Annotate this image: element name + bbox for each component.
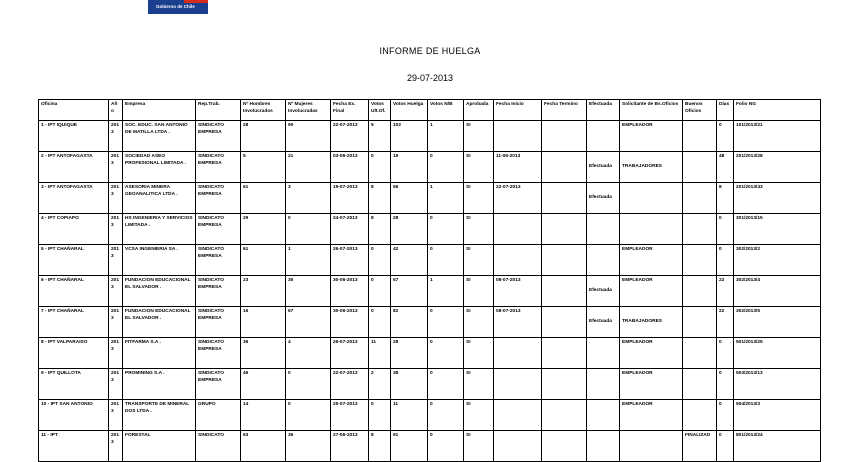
requester-cell <box>620 183 683 214</box>
exam-date-cell: 30-06-2013 <box>331 307 369 338</box>
men-cell: 28 <box>241 121 286 152</box>
gobierno-logo <box>148 0 208 14</box>
men-cell: 29 <box>241 214 286 245</box>
column-header: Nº Hombres Involucrados <box>241 100 286 121</box>
men-cell: 61 <box>241 245 286 276</box>
company-cell: SOC. EDUC. SAN ANTONIO DE MATILLA LTDA . <box>123 121 196 152</box>
approved-cell: SI <box>464 121 494 152</box>
end-date-cell <box>542 214 587 245</box>
company-cell: FUNDACION EDUCACIONAL EL SALVADOR . <box>123 276 196 307</box>
effected-cell: Efectuada <box>587 152 620 183</box>
end-date-cell <box>542 121 587 152</box>
folio-cell: 101/2013/21 <box>734 121 821 152</box>
effected-cell: Efectuada <box>587 276 620 307</box>
rep-cell: SINDICATO EMPRESA <box>196 338 241 369</box>
null-votes-cell: 0 <box>428 152 464 183</box>
days-cell: 8 <box>717 183 734 214</box>
start-date-cell <box>494 245 542 276</box>
office-cell: 1 - IPT IQUIQUE <box>39 121 109 152</box>
effected-cell <box>587 338 620 369</box>
men-cell: 63 <box>241 431 286 462</box>
report-date: 29-07-2013 <box>406 73 454 83</box>
table-row <box>39 338 821 369</box>
women-cell: 4 <box>286 338 331 369</box>
folio-cell: 801/2013/24 <box>734 431 821 462</box>
rep-cell: GRUPO <box>196 400 241 431</box>
table-row <box>39 245 821 276</box>
column-header: Votos Huelga <box>391 100 428 121</box>
year-cell: 2013 <box>109 307 123 338</box>
rep-cell: SINDICATO EMPRESA <box>196 369 241 400</box>
column-header: Fecha Inicio <box>494 100 542 121</box>
good-offices-cell <box>683 152 717 183</box>
days-cell: 0 <box>717 214 734 245</box>
good-offices-cell <box>683 338 717 369</box>
women-cell: 0 <box>286 369 331 400</box>
report-title: INFORME DE HUELGA <box>379 46 481 56</box>
start-date-cell <box>494 214 542 245</box>
men-cell: 36 <box>241 338 286 369</box>
strike-votes-cell: 19 <box>391 152 428 183</box>
start-date-cell: 11-06-2013 <box>494 152 542 183</box>
office-cell: 7 - IPT CHAÑARAL <box>39 307 109 338</box>
women-cell: 36 <box>286 431 331 462</box>
column-header: Año <box>109 100 123 121</box>
strike-votes-cell: 42 <box>391 245 428 276</box>
null-votes-cell: 0 <box>428 400 464 431</box>
null-votes-cell: 0 <box>428 214 464 245</box>
table-row <box>39 121 821 152</box>
good-offices-cell <box>683 121 717 152</box>
women-cell: 3 <box>286 183 331 214</box>
approved-cell: SI <box>464 338 494 369</box>
year-cell: 2013 <box>109 152 123 183</box>
null-votes-cell: 1 <box>428 183 464 214</box>
company-cell: TRANSPORTE DE MINERAL DOS LTDA . <box>123 400 196 431</box>
women-cell: 0 <box>286 400 331 431</box>
exam-date-cell: 03-06-2013 <box>331 152 369 183</box>
column-header: Efectuada <box>587 100 620 121</box>
rep-cell: SINDICATO EMPRESA <box>196 307 241 338</box>
exam-date-cell: 27-06-2013 <box>331 431 369 462</box>
company-cell: FITFARMA S.A . <box>123 338 196 369</box>
effected-cell <box>587 431 620 462</box>
strike-votes-cell: 11 <box>391 400 428 431</box>
requester-cell: EMPLEADOR <box>620 338 683 369</box>
table-row <box>39 400 821 431</box>
column-header: Buenos Oficios <box>683 100 717 121</box>
requester-cell <box>620 431 683 462</box>
column-header: Oficina <box>39 100 109 121</box>
good-offices-cell: FINALIZAD <box>683 431 717 462</box>
folio-cell: 301/2013/15 <box>734 214 821 245</box>
column-header: Folio NG <box>734 100 821 121</box>
women-cell: 90 <box>286 121 331 152</box>
office-cell: 4 - IPT COPIAPO <box>39 214 109 245</box>
office-cell: 6 - IPT CHAÑARAL <box>39 276 109 307</box>
start-date-cell: 22-07-2013 <box>494 183 542 214</box>
approved-cell: SI <box>464 183 494 214</box>
requester-cell: EMPLEADOR <box>620 245 683 276</box>
start-date-cell <box>494 369 542 400</box>
requester-cell: TRABAJADORES <box>620 307 683 338</box>
last-offer-votes-cell: 8 <box>369 183 391 214</box>
end-date-cell <box>542 276 587 307</box>
good-offices-cell <box>683 183 717 214</box>
last-offer-votes-cell: 5 <box>369 121 391 152</box>
start-date-cell <box>494 400 542 431</box>
last-offer-votes-cell: 8 <box>369 214 391 245</box>
start-date-cell <box>494 431 542 462</box>
men-cell: 23 <box>241 276 286 307</box>
table-header-row <box>39 100 821 121</box>
office-cell: 3 - IPT ANTOFAGASTA <box>39 183 109 214</box>
end-date-cell <box>542 152 587 183</box>
start-date-cell <box>494 338 542 369</box>
table-row <box>39 307 821 338</box>
null-votes-cell: 1 <box>428 276 464 307</box>
null-votes-cell: 0 <box>428 369 464 400</box>
women-cell: 67 <box>286 307 331 338</box>
end-date-cell <box>542 183 587 214</box>
company-cell: ASESORIA MINERA GEOANALITICA LTDA . <box>123 183 196 214</box>
column-header: Días <box>717 100 734 121</box>
days-cell: 48 <box>717 152 734 183</box>
exam-date-cell: 25-07-2013 <box>331 400 369 431</box>
effected-cell <box>587 245 620 276</box>
good-offices-cell <box>683 276 717 307</box>
approved-cell: SI <box>464 431 494 462</box>
men-cell: 61 <box>241 183 286 214</box>
approved-cell: SI <box>464 307 494 338</box>
women-cell: 0 <box>286 214 331 245</box>
last-offer-votes-cell: 11 <box>369 338 391 369</box>
days-cell: 0 <box>717 431 734 462</box>
null-votes-cell: 1 <box>428 121 464 152</box>
folio-cell: 504/2013/3 <box>734 400 821 431</box>
rep-cell: SINDICATO EMPRESA <box>196 214 241 245</box>
strike-votes-cell: 102 <box>391 121 428 152</box>
exam-date-cell: 24-07-2013 <box>331 214 369 245</box>
requester-cell <box>620 214 683 245</box>
company-cell: FUNDACION EDUCACIONAL EL SALVADOR . <box>123 307 196 338</box>
men-cell: 16 <box>241 307 286 338</box>
approved-cell: SI <box>464 400 494 431</box>
men-cell: 5 <box>241 152 286 183</box>
good-offices-cell <box>683 307 717 338</box>
null-votes-cell: 0 <box>428 431 464 462</box>
table-row <box>39 369 821 400</box>
year-cell: 2013 <box>109 245 123 276</box>
requester-cell: EMPLEADOR <box>620 276 683 307</box>
approved-cell: SI <box>464 369 494 400</box>
approved-cell: SI <box>464 152 494 183</box>
rep-cell: SINDICATO <box>196 431 241 462</box>
effected-cell: Efectuada <box>587 307 620 338</box>
last-offer-votes-cell: 0 <box>369 307 391 338</box>
null-votes-cell: 0 <box>428 307 464 338</box>
days-cell: 0 <box>717 369 734 400</box>
company-cell: FORESTAL <box>123 431 196 462</box>
end-date-cell <box>542 307 587 338</box>
exam-date-cell: 19-07-2013 <box>331 183 369 214</box>
table-row <box>39 276 821 307</box>
last-offer-votes-cell: 0 <box>369 400 391 431</box>
column-header: Empresa <box>123 100 196 121</box>
women-cell: 35 <box>286 276 331 307</box>
column-header: Votos Ult.Of. <box>369 100 391 121</box>
folio-cell: 302/2013/2 <box>734 245 821 276</box>
start-date-cell: 08-07-2013 <box>494 276 542 307</box>
effected-cell <box>587 214 620 245</box>
women-cell: 1 <box>286 245 331 276</box>
good-offices-cell <box>683 214 717 245</box>
folio-cell: 302/2013/4 <box>734 276 821 307</box>
office-cell: 2 - IPT ANTOFAGASTA <box>39 152 109 183</box>
office-cell: 8 - IPT VALPARAISO <box>39 338 109 369</box>
last-offer-votes-cell: 0 <box>369 245 391 276</box>
effected-cell <box>587 121 620 152</box>
year-cell: 2013 <box>109 214 123 245</box>
rep-cell: SINDICATO EMPRESA <box>196 121 241 152</box>
end-date-cell <box>542 245 587 276</box>
table-row <box>39 152 821 183</box>
folio-cell: 302/2013/5 <box>734 307 821 338</box>
company-cell: PROMINING S.A . <box>123 369 196 400</box>
null-votes-cell: 0 <box>428 245 464 276</box>
end-date-cell <box>542 338 587 369</box>
company-cell: VCSA INGENIERIA SA . <box>123 245 196 276</box>
strike-votes-cell: 56 <box>391 183 428 214</box>
last-offer-votes-cell: 8 <box>369 431 391 462</box>
strike-votes-cell: 28 <box>391 214 428 245</box>
year-cell: 2013 <box>109 183 123 214</box>
end-date-cell <box>542 369 587 400</box>
year-cell: 2013 <box>109 121 123 152</box>
effected-cell <box>587 369 620 400</box>
folio-cell: 201/2013/43 <box>734 183 821 214</box>
last-offer-votes-cell: 2 <box>369 369 391 400</box>
strike-votes-cell: 28 <box>391 338 428 369</box>
strike-report-table <box>38 99 821 462</box>
folio-cell: 503/2013/13 <box>734 369 821 400</box>
exam-date-cell: 30-06-2013 <box>331 276 369 307</box>
end-date-cell <box>542 431 587 462</box>
last-offer-votes-cell: 0 <box>369 152 391 183</box>
year-cell: 2013 <box>109 369 123 400</box>
days-cell: 0 <box>717 245 734 276</box>
days-cell: 0 <box>717 338 734 369</box>
year-cell: 2013 <box>109 431 123 462</box>
table-row <box>39 431 821 462</box>
effected-cell: Efectuada <box>587 183 620 214</box>
end-date-cell <box>542 400 587 431</box>
rep-cell: SINDICATO EMPRESA <box>196 276 241 307</box>
good-offices-cell <box>683 245 717 276</box>
men-cell: 46 <box>241 369 286 400</box>
table-row <box>39 183 821 214</box>
days-cell: 0 <box>717 121 734 152</box>
column-header: Solicitante de Bs.Oficios <box>620 100 683 121</box>
rep-cell: SINDICATO EMPRESA <box>196 183 241 214</box>
exam-date-cell: 22-07-2013 <box>331 121 369 152</box>
good-offices-cell <box>683 400 717 431</box>
requester-cell: EMPLEADOR <box>620 121 683 152</box>
approved-cell: SI <box>464 245 494 276</box>
requester-cell: TRABAJADORES <box>620 152 683 183</box>
exam-date-cell: 22-07-2013 <box>331 369 369 400</box>
rep-cell: SINDICATO EMPRESA <box>196 245 241 276</box>
year-cell: 2013 <box>109 276 123 307</box>
office-cell: 5 - IPT CHAÑARAL <box>39 245 109 276</box>
requester-cell: EMPLEADOR <box>620 400 683 431</box>
men-cell: 14 <box>241 400 286 431</box>
approved-cell: SI <box>464 276 494 307</box>
company-cell: HS INGENIERIA Y SERVICIOS LIMITADA . <box>123 214 196 245</box>
exam-date-cell: 26-07-2013 <box>331 245 369 276</box>
column-header: Rep.Trab. <box>196 100 241 121</box>
days-cell: 22 <box>717 307 734 338</box>
column-header: Nº Mujeres Involucradas <box>286 100 331 121</box>
column-header: Aprobada <box>464 100 494 121</box>
strike-votes-cell: 82 <box>391 307 428 338</box>
strike-votes-cell: 38 <box>391 369 428 400</box>
good-offices-cell <box>683 369 717 400</box>
column-header: Fecha Termino <box>542 100 587 121</box>
logo-text: Gobierno de Chile <box>156 4 195 9</box>
strike-votes-cell: 57 <box>391 276 428 307</box>
start-date-cell: 08-07-2013 <box>494 307 542 338</box>
exam-date-cell: 26-07-2013 <box>331 338 369 369</box>
office-cell: 10 - IPT SAN ANTONIO <box>39 400 109 431</box>
last-offer-votes-cell: 0 <box>369 276 391 307</box>
folio-cell: 201/2013/28 <box>734 152 821 183</box>
women-cell: 21 <box>286 152 331 183</box>
approved-cell: SI <box>464 214 494 245</box>
requester-cell: EMPLEADOR <box>620 369 683 400</box>
column-header: Fecha Ex. Final <box>331 100 369 121</box>
effected-cell <box>587 400 620 431</box>
null-votes-cell: 0 <box>428 338 464 369</box>
table-row <box>39 214 821 245</box>
days-cell: 0 <box>717 400 734 431</box>
office-cell: 9 - IPT QUILLOTA <box>39 369 109 400</box>
rep-cell: SINDICATO EMPRESA <box>196 152 241 183</box>
days-cell: 22 <box>717 276 734 307</box>
company-cell: SOCIEDAD ASEO PROFESIONAL LIMITADA . <box>123 152 196 183</box>
year-cell: 2013 <box>109 338 123 369</box>
office-cell: 11 - IPT <box>39 431 109 462</box>
column-header: Votos N/B <box>428 100 464 121</box>
logo-flag-stripe <box>184 0 208 3</box>
start-date-cell <box>494 121 542 152</box>
year-cell: 2013 <box>109 400 123 431</box>
strike-votes-cell: 91 <box>391 431 428 462</box>
folio-cell: 501/2013/25 <box>734 338 821 369</box>
